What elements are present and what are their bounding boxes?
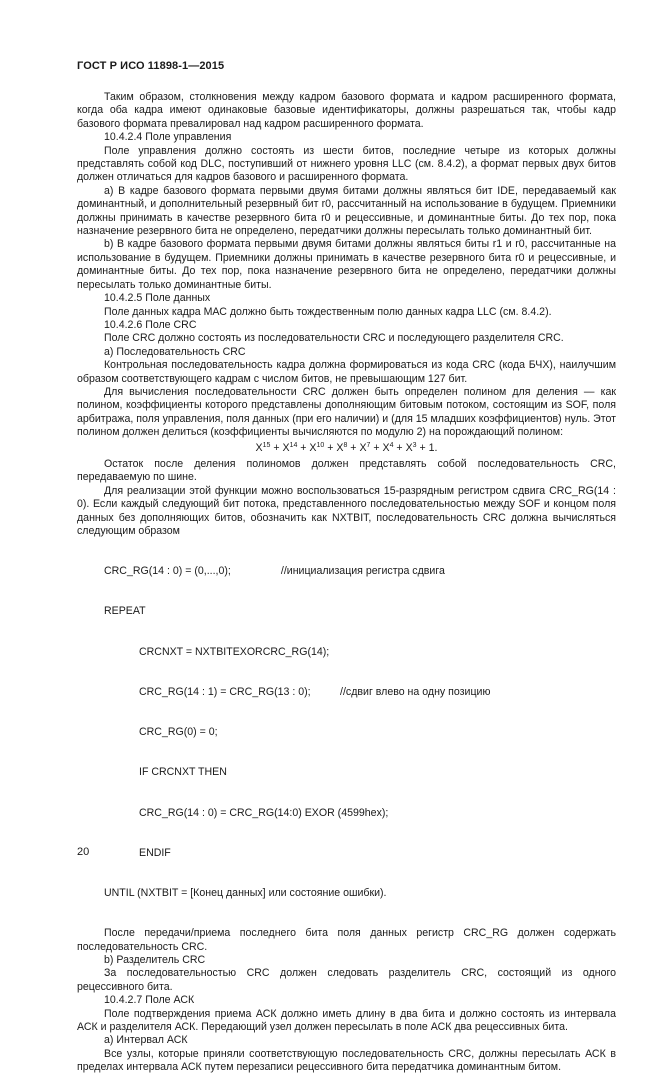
code-line: CRC_RG(14 : 0) = CRC_RG(14:0) EXOR (4599hex); <box>139 806 389 819</box>
paragraph: Для реализации этой функции можно воспользоваться 15-разрядным регистром сдвига CRC_RG(14 : 0). Если каждый следующий бит потока, представленного последовательностью между SOF и концом поля данных без дополняющих битов, обозначить как NXTBIT, последовательность CRC должна вычисляться следующим образом <box>77 484 616 537</box>
paragraph: Для вычисления последовательности CRC должен быть определен полином для деления — как полином, коэффициенты которого представлены дополняющим битовым потоком, состоящим из SOF, поля арбитража, поля управления, поля данных (при его наличии) и (для 15 младших коэффициентов) нуль. Этот полином должен делиться (коэффициенты вычисляются по модулю 2) на порождающий полином: <box>77 385 616 439</box>
paragraph: Поле CRC должно состоять из последовательности CRC и последующего разделителя CRC. <box>104 332 564 345</box>
paragraph: a) В кадре базового формата первыми двумя битами должны являться бит IDE, передаваемый как доминантный, и дополнительный резервный бит r0, рассчитанный на использование в будущем. Приемники должны принимать в качестве резервного бита r0 и рецессивные, и доминантные биты. До тех пор, пока назначение резервного бита не определено, передатчики должны пересылать только доминантный бит. <box>77 184 616 238</box>
paragraph: Поле данных кадра МАС должно быть тождественным полю данных кадра LLC (см. 8.4.2). <box>104 305 552 318</box>
code-line: ENDIF <box>139 846 171 859</box>
code-line: CRC_RG(14 : 1) = CRC_RG(13 : 0); //сдвиг влево на одну позицию <box>139 685 491 698</box>
code-line: CRC_RG(0) = 0; <box>139 726 218 739</box>
code-line: CRCNXT = NXTBITEXORCRC_RG(14); <box>139 645 330 658</box>
subheading: b) Разделитель CRC <box>104 954 206 966</box>
paragraph: Остаток после деления полиномов должен представлять собой последовательность CRC, передаваемую по шине. <box>77 457 616 484</box>
subheading: a) Последовательность CRC <box>104 345 246 358</box>
paragraph: Все узлы, которые приняли соответствующую последовательность CRC, должны пересылать АСК в пределах интервала АСК путем перезаписи рецессивного бита передатчика доминантным битом. <box>77 1047 616 1074</box>
page-number: 20 <box>77 846 90 858</box>
section-heading-ack-field: 10.4.2.7 Поле АСК <box>104 994 195 1007</box>
code-line: REPEAT <box>104 605 146 618</box>
document-body <box>77 91 616 1075</box>
section-heading-crc-field: 10.4.2.6 Поле CRC <box>104 318 197 331</box>
paragraph: Поле управления должно состоять из шести битов, последние четыре из которых должны представлять собой код DLC, поступивший от нижнего уровня LLC (см. 8.4.2), а формат первых двух битов должен отличаться для кадров базового и расширенного формата. <box>77 144 616 184</box>
paragraph: Поле подтверждения приема АСК должно иметь длину в два бита и должно состоять из интервала АСК и разделителя АСК. Передающий узел должен пересылать в поле АСК два рецессивных бита. <box>77 1007 616 1034</box>
generator-polynomial: $X^{15} + X^{14} + X^{10} + X^8 + X^7 + X^4 + X^3 + 1$. <box>255 441 438 454</box>
section-heading-data-field: 10.4.2.5 Поле данных <box>104 292 211 305</box>
code-line: CRC_RG(14 : 0) = (0,...,0); //инициализация регистра сдвига <box>104 565 445 578</box>
paragraph: b) В кадре базового формата первыми двумя битами должны являться биты r1 и r0, рассчитанные на использование в будущем. Приемники должны принимать в качестве резервного бита r0 и рецессивные, и доминантные биты. До тех пор, пока назначение резервного бита не определено, передатчики должны пересылать только доминантные биты. <box>77 238 616 291</box>
paragraph: Контрольная последовательность кадра должна формироваться из кода CRC (кода БЧХ), наилучшим образом соответствующего кадрам с числом битов, не превышающим 127 бит. <box>77 359 616 385</box>
code-line: IF CRCNXT THEN <box>139 766 227 779</box>
subheading: а) Интервал АСК <box>104 1034 188 1047</box>
document-header: ГОСТ Р ИСО 11898-1—2015 <box>77 60 225 72</box>
section-heading-control-field: 10.4.2.4 Поле управления <box>104 131 232 144</box>
paragraph: За последовательностью CRC должен следовать разделитель CRC, состоящий из одного рецессивного бита. <box>77 967 616 993</box>
paragraph: После передачи/приема последнего бита поля данных регистр CRC_RG должен содержать последовательность CRC. <box>77 927 616 953</box>
paragraph: Таким образом, столкновения между кадром базового формата и кадром расширенного формата, когда оба кадра имеют одинаковые базовые идентификаторы, должны разрешаться так, чтобы кадр базового формата превалировал над кадром расширенного формата. <box>77 91 616 130</box>
crc-algorithm-code <box>77 538 616 927</box>
code-line: UNTIL (NXTBIT = [Конец данных] или состояние ошибки). <box>104 886 387 899</box>
